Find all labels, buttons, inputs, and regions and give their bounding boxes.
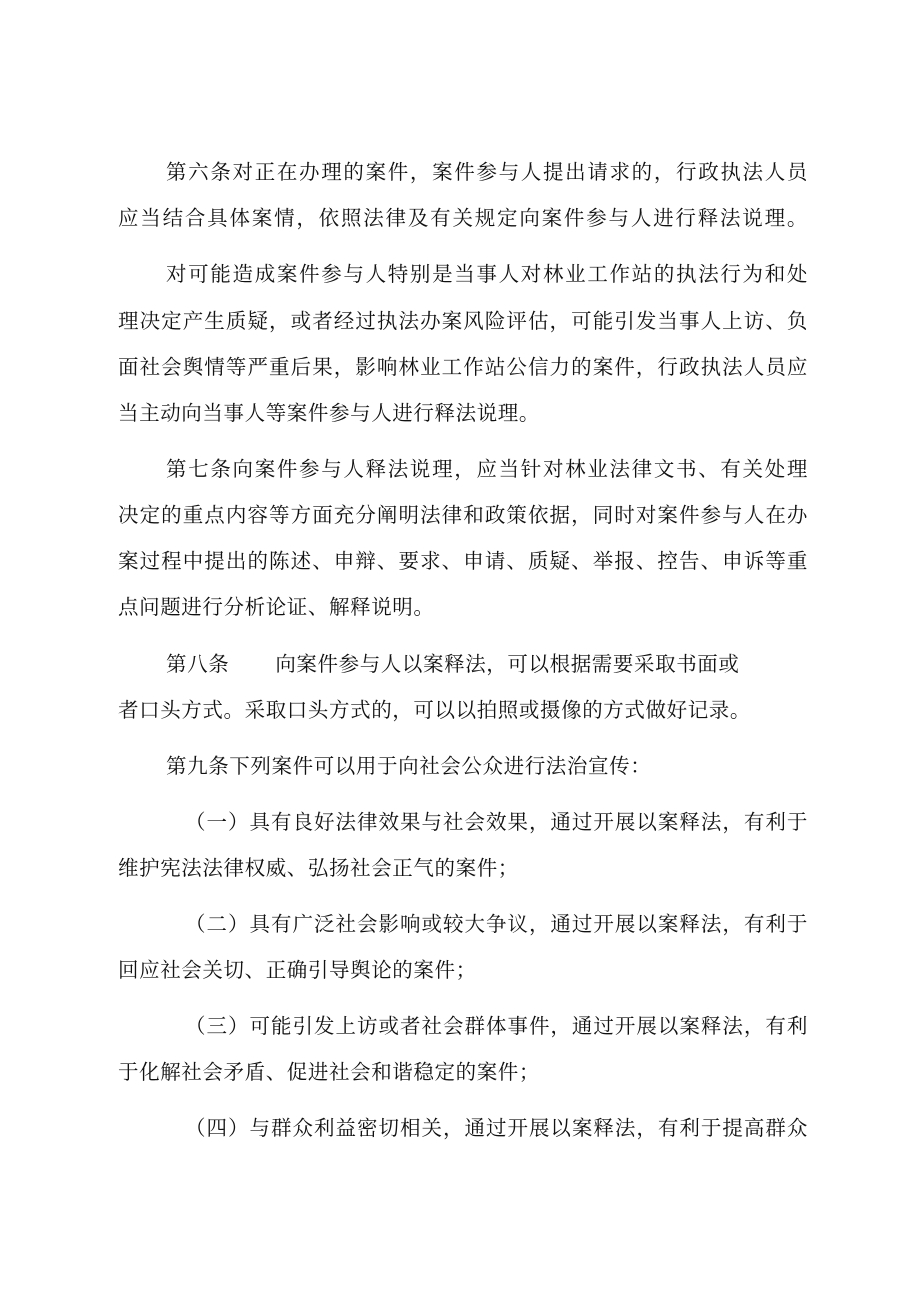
paragraph-2-line-4: 当主动向当事人等案件参与人进行释法说理。 bbox=[118, 401, 540, 425]
article-7-line-4: 点问题进行分析论证、解释说明。 bbox=[118, 595, 435, 619]
item-2-line-1: （二）具有广泛社会影响或较大争议，通过开展以案释法，有利于 bbox=[185, 912, 808, 936]
item-2-line-2: 回应社会关切、正确引导舆论的案件； bbox=[118, 958, 477, 982]
article-6-line-2: 应当结合具体案情，依照法律及有关规定向案件参与人进行释法说理。 bbox=[118, 206, 808, 230]
article-8-line-2: 者口头方式。采取口头方式的，可以以拍照或摄像的方式做好记录。 bbox=[118, 698, 751, 722]
item-1-line-2: 维护宪法法律权威、弘扬社会正气的案件； bbox=[118, 856, 519, 880]
item-4-line-1: （四）与群众利益密切相关，通过开展以案释法，有利于提高群众 bbox=[185, 1116, 808, 1140]
paragraph-2-line-1: 对可能造成案件参与人特别是当事人对林业工作站的执法行为和处 bbox=[166, 262, 808, 286]
article-9-line-1: 第九条下列案件可以用于向社会公众进行法治宣传： bbox=[166, 754, 652, 778]
article-8-line-1 bbox=[166, 650, 808, 678]
article-7-line-1: 第七条向案件参与人释法说理，应当针对林业法律文书、有关处理 bbox=[166, 457, 808, 481]
paragraph-2-line-3: 面社会舆情等严重后果，影响林业工作站公信力的案件，行政执法人员应 bbox=[118, 355, 808, 379]
item-3-line-2: 于化解社会矛盾、促进社会和谐稳定的案件； bbox=[118, 1060, 540, 1084]
article-8-text: 向案件参与人以案释法，可以根据需要采取书面或 bbox=[275, 652, 740, 676]
paragraph-2-line-2: 理决定产生质疑，或者经过执法办案风险评估，可能引发当事人上访、负 bbox=[118, 309, 808, 333]
article-7-line-3: 案过程中提出的陈述、申辩、要求、申请、质疑、举报、控告、申诉等重 bbox=[118, 549, 808, 573]
article-6-line-1: 第六条对正在办理的案件，案件参与人提出请求的，行政执法人员 bbox=[166, 160, 808, 184]
article-7-line-2: 决定的重点内容等方面充分阐明法律和政策依据，同时对案件参与人在办 bbox=[118, 503, 808, 527]
item-1-line-1: （一）具有良好法律效果与社会效果，通过开展以案释法，有利于 bbox=[185, 810, 808, 834]
item-3-line-1: （三）可能引发上访或者社会群体事件，通过开展以案释法，有利 bbox=[185, 1014, 808, 1038]
article-8-number: 第八条 bbox=[166, 652, 230, 676]
